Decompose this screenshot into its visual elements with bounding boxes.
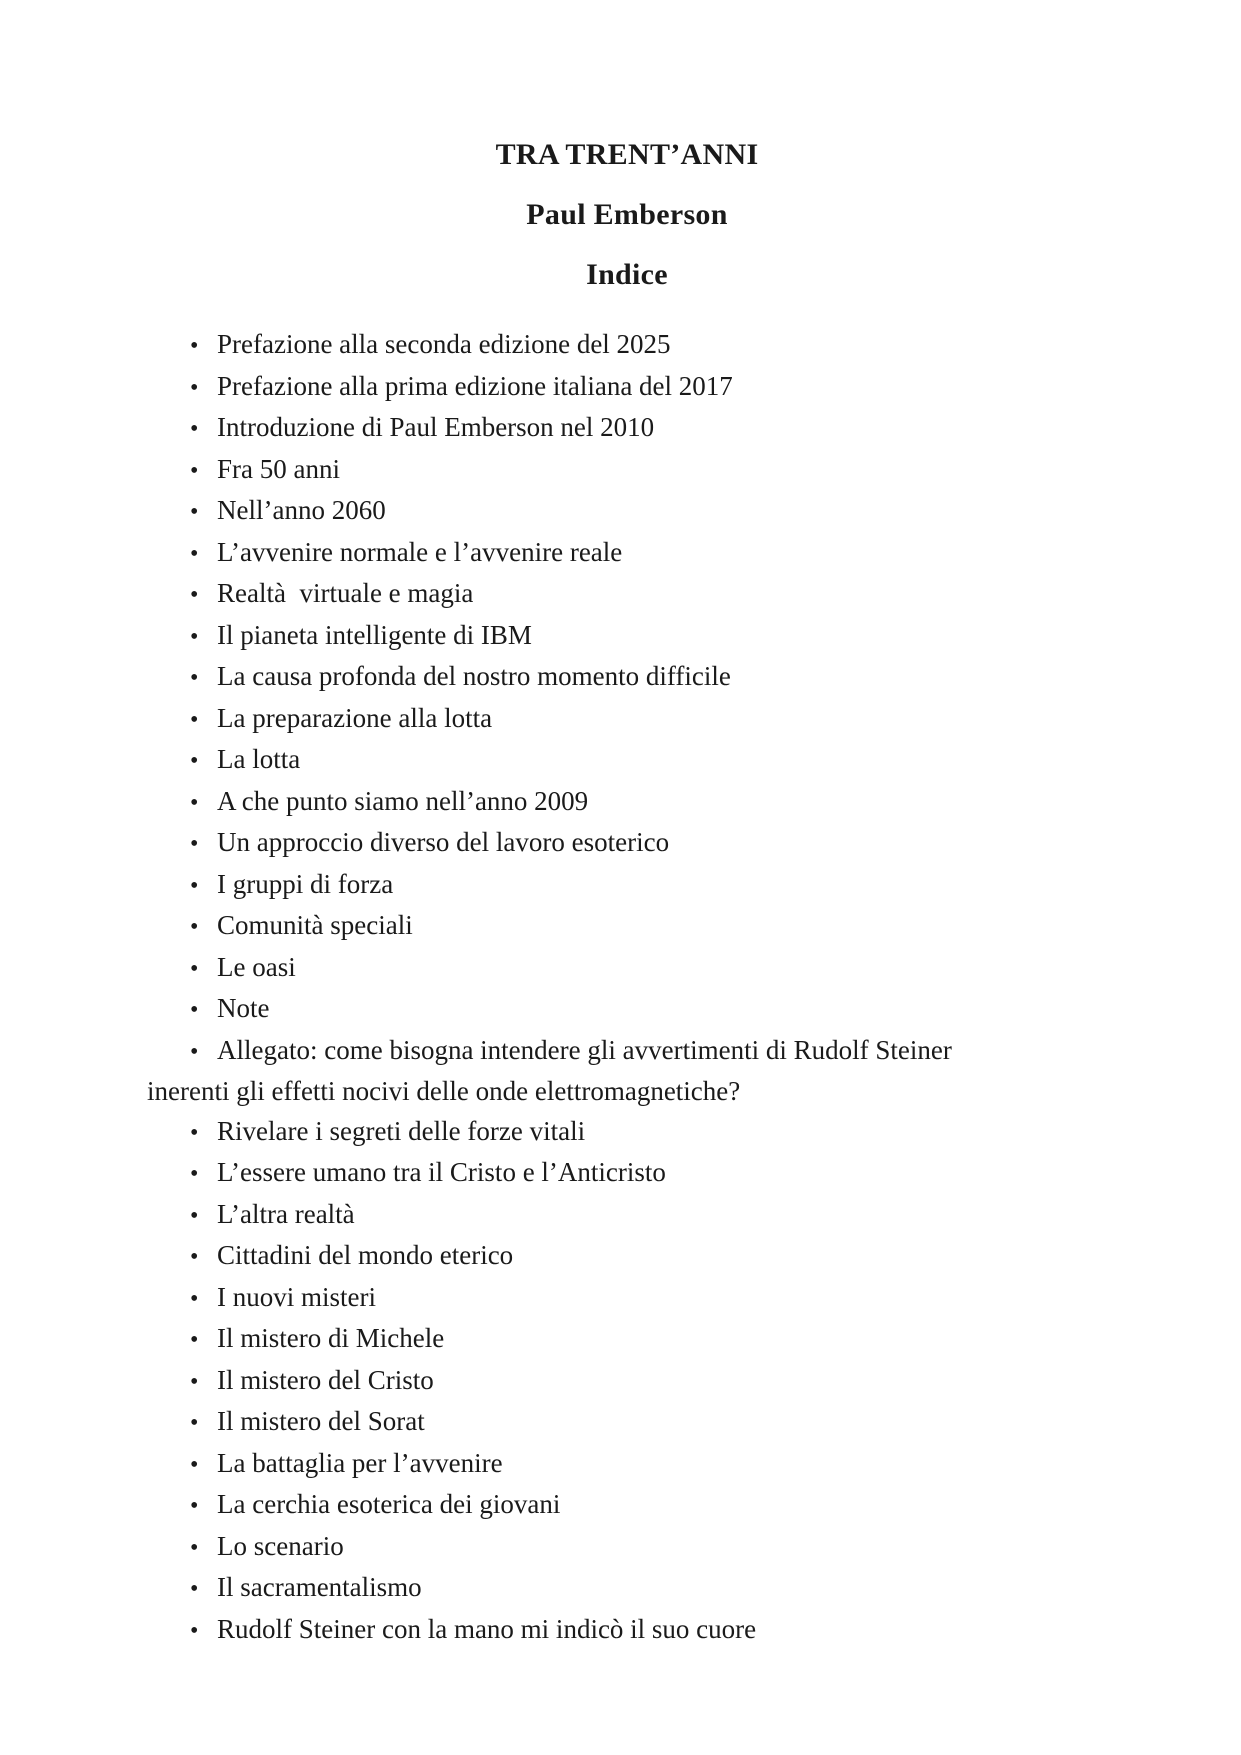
bullet-icon: •: [190, 1617, 199, 1644]
toc-item: [147, 1444, 1107, 1486]
bullet-icon: •: [190, 955, 199, 982]
bullet-icon: •: [190, 1038, 199, 1065]
toc-item: [147, 574, 1107, 616]
bullet-icon: •: [190, 374, 199, 401]
toc-item-text: La battaglia per l’avvenire: [217, 1447, 503, 1478]
toc-item: [147, 408, 1107, 450]
toc-item-text: Il mistero del Sorat: [217, 1406, 425, 1436]
toc-item-text: Comunità speciali: [217, 910, 413, 940]
toc-item: [147, 1319, 1107, 1361]
toc-item: [147, 450, 1107, 492]
toc-item: [147, 1610, 1107, 1652]
toc-item: [147, 533, 1107, 575]
bullet-icon: •: [190, 1576, 199, 1602]
toc-item-text: Rivelare i segreti delle forze vitali: [217, 1115, 586, 1146]
toc-item: [147, 325, 1107, 367]
toc-item-text: Prefazione alla prima edizione italiana del 2017: [217, 370, 733, 401]
bullet-icon: •: [190, 1119, 199, 1146]
section-heading-indice: Indice: [586, 258, 668, 291]
toc-item-text: La cerchia esoterica dei giovani: [217, 1489, 561, 1519]
toc-item: [147, 1236, 1107, 1278]
toc-item: [147, 865, 1107, 907]
bullet-icon: •: [190, 872, 199, 899]
toc-item-text: La preparazione alla lotta: [217, 702, 493, 733]
toc-item: [147, 1031, 1107, 1112]
bullet-icon: •: [190, 1244, 199, 1270]
toc-item: [147, 1402, 1107, 1444]
toc-item: [147, 1278, 1107, 1320]
bullet-icon: •: [190, 1368, 199, 1395]
toc-item: [147, 906, 1107, 948]
bullet-icon: •: [190, 333, 199, 359]
toc-item-text: A che punto siamo nell’anno 2009: [217, 785, 589, 816]
bullet-icon: •: [190, 1410, 199, 1436]
bullet-icon: •: [190, 499, 199, 525]
toc-item: [147, 616, 1107, 658]
toc-item: [147, 699, 1107, 741]
toc-item: [147, 740, 1107, 782]
bullet-icon: •: [190, 748, 199, 774]
toc-item: [147, 491, 1107, 533]
bullet-icon: •: [190, 623, 199, 650]
toc-item-text: Prefazione alla seconda edizione del 2025: [217, 329, 671, 359]
bullet-icon: •: [190, 789, 199, 816]
bullet-icon: •: [190, 997, 199, 1023]
bullet-icon: •: [190, 665, 199, 691]
toc-item-text: L’altra realtà: [217, 1198, 355, 1229]
bullet-icon: •: [190, 914, 199, 940]
bullet-icon: •: [190, 706, 199, 733]
toc-item-text: Il sacramentalismo: [217, 1572, 422, 1602]
toc-item-text: Il pianeta intelligente di IBM: [217, 619, 532, 650]
toc-item-text: Nell’anno 2060: [217, 495, 386, 525]
toc-item-text: La lotta: [217, 744, 301, 774]
toc-item: [147, 1112, 1107, 1154]
toc-item-text: La causa profonda del nostro momento difficile: [217, 661, 731, 691]
toc-item: [147, 1568, 1107, 1610]
toc-item: [147, 1153, 1107, 1195]
bullet-icon: •: [190, 582, 199, 608]
toc-item-text: Il mistero del Cristo: [217, 1364, 434, 1395]
toc-item-text: Fra 50 anni: [217, 453, 340, 484]
toc-item-text: Un approccio diverso del lavoro esoterico: [217, 827, 670, 857]
toc-item: [147, 1527, 1107, 1569]
toc-item-text: Introduzione di Paul Emberson nel 2010: [217, 412, 655, 442]
toc-item-text: L’essere umano tra il Cristo e l’Anticristo: [217, 1157, 666, 1187]
document-title: TRA TRENT’ANNI: [495, 138, 759, 171]
bullet-icon: •: [190, 1161, 199, 1187]
toc-item-text: Rudolf Steiner con la mano mi indicò il suo cuore: [217, 1613, 757, 1644]
bullet-icon: •: [190, 1285, 199, 1312]
toc-item: [147, 1361, 1107, 1403]
toc-item-text: Note: [217, 993, 270, 1023]
toc-item-text: Realtà virtuale e magia: [217, 578, 474, 608]
bullet-icon: •: [190, 1451, 199, 1478]
bullet-icon: •: [190, 831, 199, 857]
bullet-icon: •: [190, 1534, 199, 1561]
bullet-icon: •: [190, 1493, 199, 1519]
toc-item-text: Cittadini del mondo eterico: [217, 1240, 514, 1270]
toc-item: [147, 367, 1107, 409]
bullet-icon: •: [190, 416, 199, 442]
toc-list: [147, 325, 1107, 1651]
bullet-icon: •: [190, 1202, 199, 1229]
toc-item: [147, 823, 1107, 865]
bullet-icon: •: [190, 1327, 199, 1353]
toc-item-text: L’avvenire normale e l’avvenire reale: [217, 536, 623, 567]
toc-item: [147, 1485, 1107, 1527]
toc-item-text: I gruppi di forza: [217, 868, 394, 899]
document-author: Paul Emberson: [526, 198, 728, 231]
toc-item-text: Le oasi: [217, 951, 296, 982]
toc-item-text: Allegato: come bisogna intendere gli avvertimenti di Rudolf Steiner: [217, 1034, 952, 1065]
toc-item: [147, 1195, 1107, 1237]
toc-item: [147, 948, 1107, 990]
toc-item: [147, 989, 1107, 1031]
toc-item: [147, 657, 1107, 699]
bullet-icon: •: [190, 540, 199, 567]
toc-item-text: Lo scenario: [217, 1530, 344, 1561]
toc-item-continuation: inerenti gli effetti nocivi delle onde elettromagnetiche?: [147, 1076, 741, 1106]
toc-item-text: Il mistero di Michele: [217, 1323, 445, 1353]
toc-item-text: I nuovi misteri: [217, 1281, 376, 1312]
toc-item: [147, 782, 1107, 824]
bullet-icon: •: [190, 457, 199, 484]
